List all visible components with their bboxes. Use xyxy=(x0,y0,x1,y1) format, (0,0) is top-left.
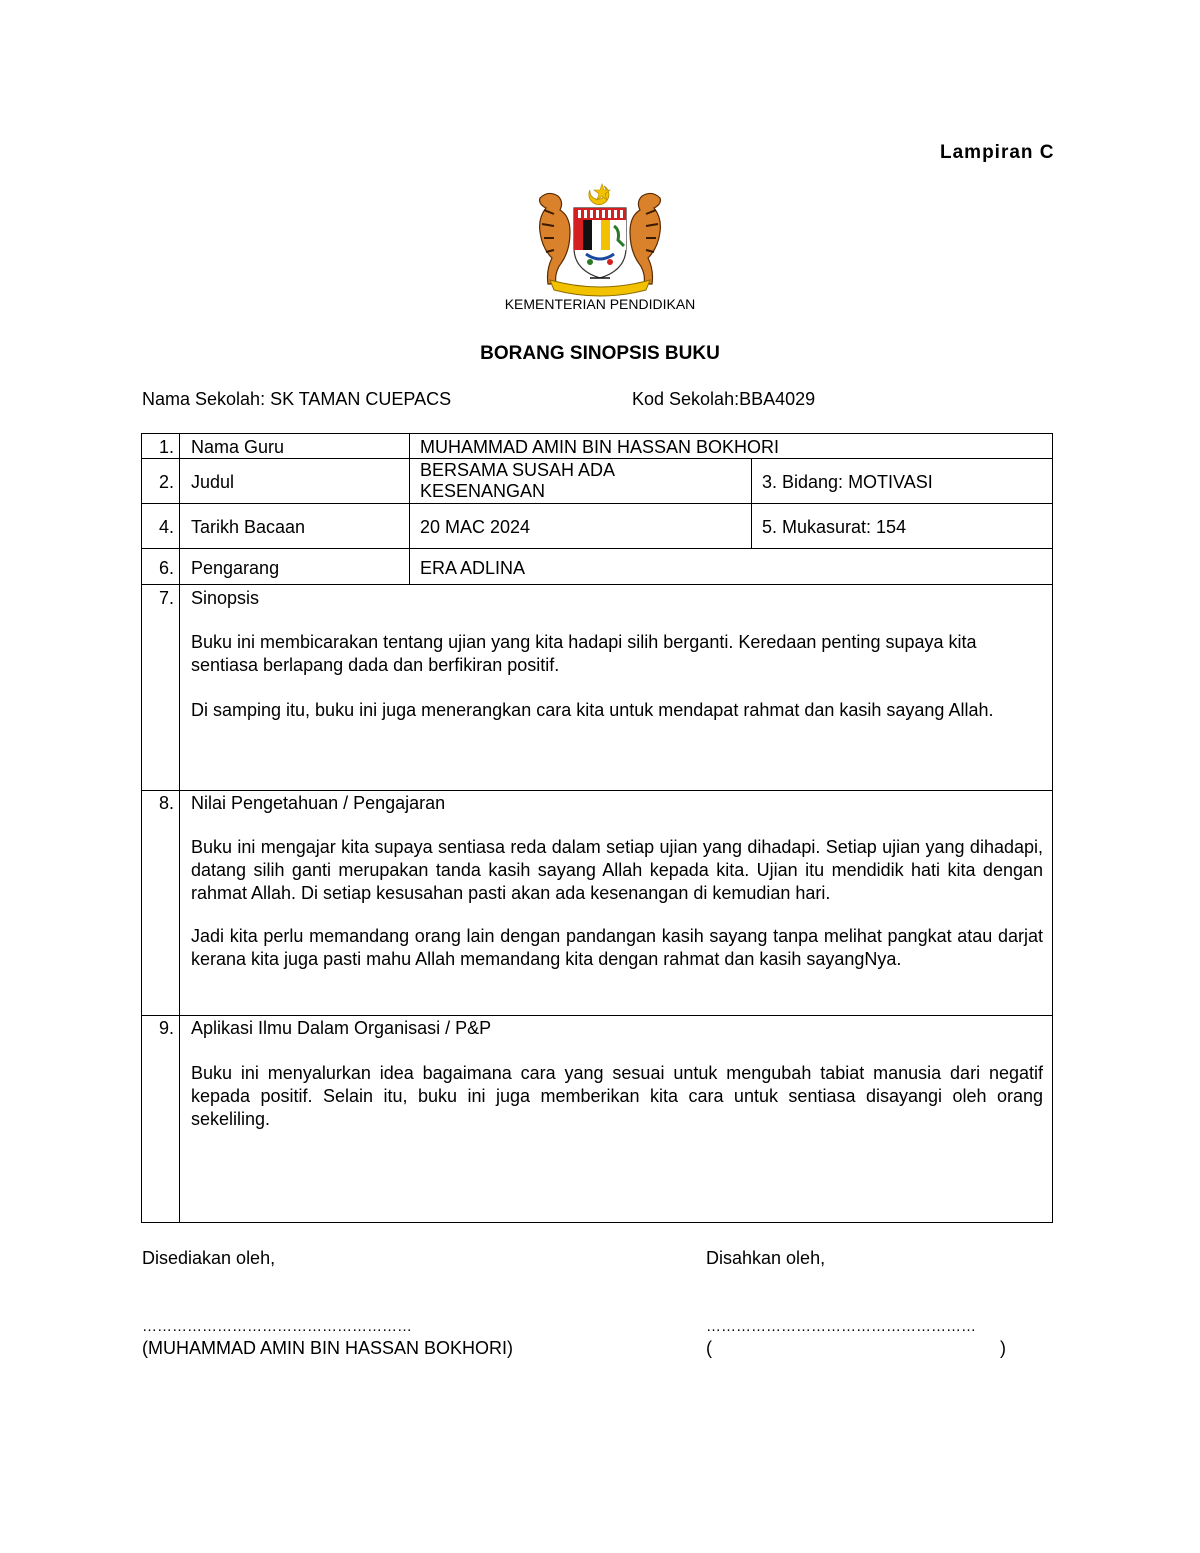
form-title: BORANG SINOPSIS BUKU xyxy=(480,343,720,364)
verified-name-open-bracket: ( xyxy=(706,1338,712,1358)
verified-by-label: Disahkan oleh, xyxy=(706,1248,826,1268)
reading-date-value: 20 MAC 2024 xyxy=(420,517,531,537)
school-code: Kod Sekolah:BBA4029 xyxy=(632,389,816,409)
application-label: Aplikasi Ilmu Dalam Organisasi / P&P xyxy=(191,1018,492,1038)
row-number: 2. xyxy=(158,472,174,492)
lesson-paragraph-1: Buku ini mengajar kita supaya sentiasa reda dalam setiap ujian yang dihadapi. Setiap ujian yang dihadapi, datang silih ganti merupakan tanda kasih sayang Allah kepada kita. Ujian itu mendidik hati kita dengan rahmat Allah. Di setiap kesusahan pasti akan ada kesenangan di kemudian hari. xyxy=(191,837,1043,903)
synopsis-paragraph-2: Di samping itu, buku ini juga menerangkan cara kita untuk mendapat rahmat dan kasih sayang Allah. xyxy=(191,700,994,720)
application-paragraph: Buku ini menyalurkan idea bagaimana cara yang sesuai untuk mengubah tabiat manusia dari negatif kepada positif. Selain itu, buku ini juga memberikan kita cara untuk sentiasa disayangi oleh orang sekeliling. xyxy=(191,1063,1043,1129)
prepared-by-label: Disediakan oleh, xyxy=(142,1248,276,1268)
teacher-name-value: MUHAMMAD AMIN BIN HASSAN BOKHORI xyxy=(420,437,780,457)
page-count: 5. Mukasurat: 154 xyxy=(762,517,907,537)
prepared-signature-line: ……………………………………………… xyxy=(142,1318,412,1335)
row-number: 7. xyxy=(158,588,174,608)
book-title-value-line1: BERSAMA SUSAH ADA xyxy=(420,460,616,480)
synopsis-label: Sinopsis xyxy=(191,588,260,608)
teacher-name-label: Nama Guru xyxy=(191,437,285,457)
ministry-name: KEMENTERIAN PENDIDIKAN xyxy=(504,296,696,312)
author-label: Pengarang xyxy=(191,558,280,578)
lesson-paragraph-2: Jadi kita perlu memandang orang lain dengan pandangan kasih sayang tanpa melihat pangkat atau darjat kerana kita juga pasti mahu Allah memandang kita dengan rahmat dan kasih sayangNya. xyxy=(191,926,1043,969)
school-name: Nama Sekolah: SK TAMAN CUEPACS xyxy=(142,389,452,409)
book-title-label: Judul xyxy=(191,472,235,492)
row-number: 6. xyxy=(158,558,174,578)
author-value: ERA ADLINA xyxy=(420,558,526,578)
reading-date-label: Tarikh Bacaan xyxy=(191,517,306,537)
row-number: 4. xyxy=(158,517,174,537)
synopsis-form-table xyxy=(141,433,1053,1223)
row-number: 8. xyxy=(158,793,174,813)
row-number: 1. xyxy=(158,437,174,457)
synopsis-paragraph-1: Buku ini membicarakan tentang ujian yang kita hadapi silih berganti. Keredaan penting supaya kita sentiasa berlapang dada dan berfikiran positif. xyxy=(191,632,977,675)
lesson-label: Nilai Pengetahuan / Pengajaran xyxy=(191,793,446,813)
row-number: 9. xyxy=(158,1018,174,1038)
field-category: 3. Bidang: MOTIVASI xyxy=(762,472,933,492)
coat-of-arms-logo xyxy=(530,180,670,300)
verified-signature-line: ……………………………………………… xyxy=(706,1318,976,1335)
prepared-by-name: (MUHAMMAD AMIN BIN HASSAN BOKHORI) xyxy=(142,1338,514,1358)
book-title-value-line2: KESENANGAN xyxy=(420,481,546,501)
lampiran-label: Lampiran C xyxy=(940,142,1055,163)
verified-name-close-bracket: ) xyxy=(1000,1338,1006,1358)
